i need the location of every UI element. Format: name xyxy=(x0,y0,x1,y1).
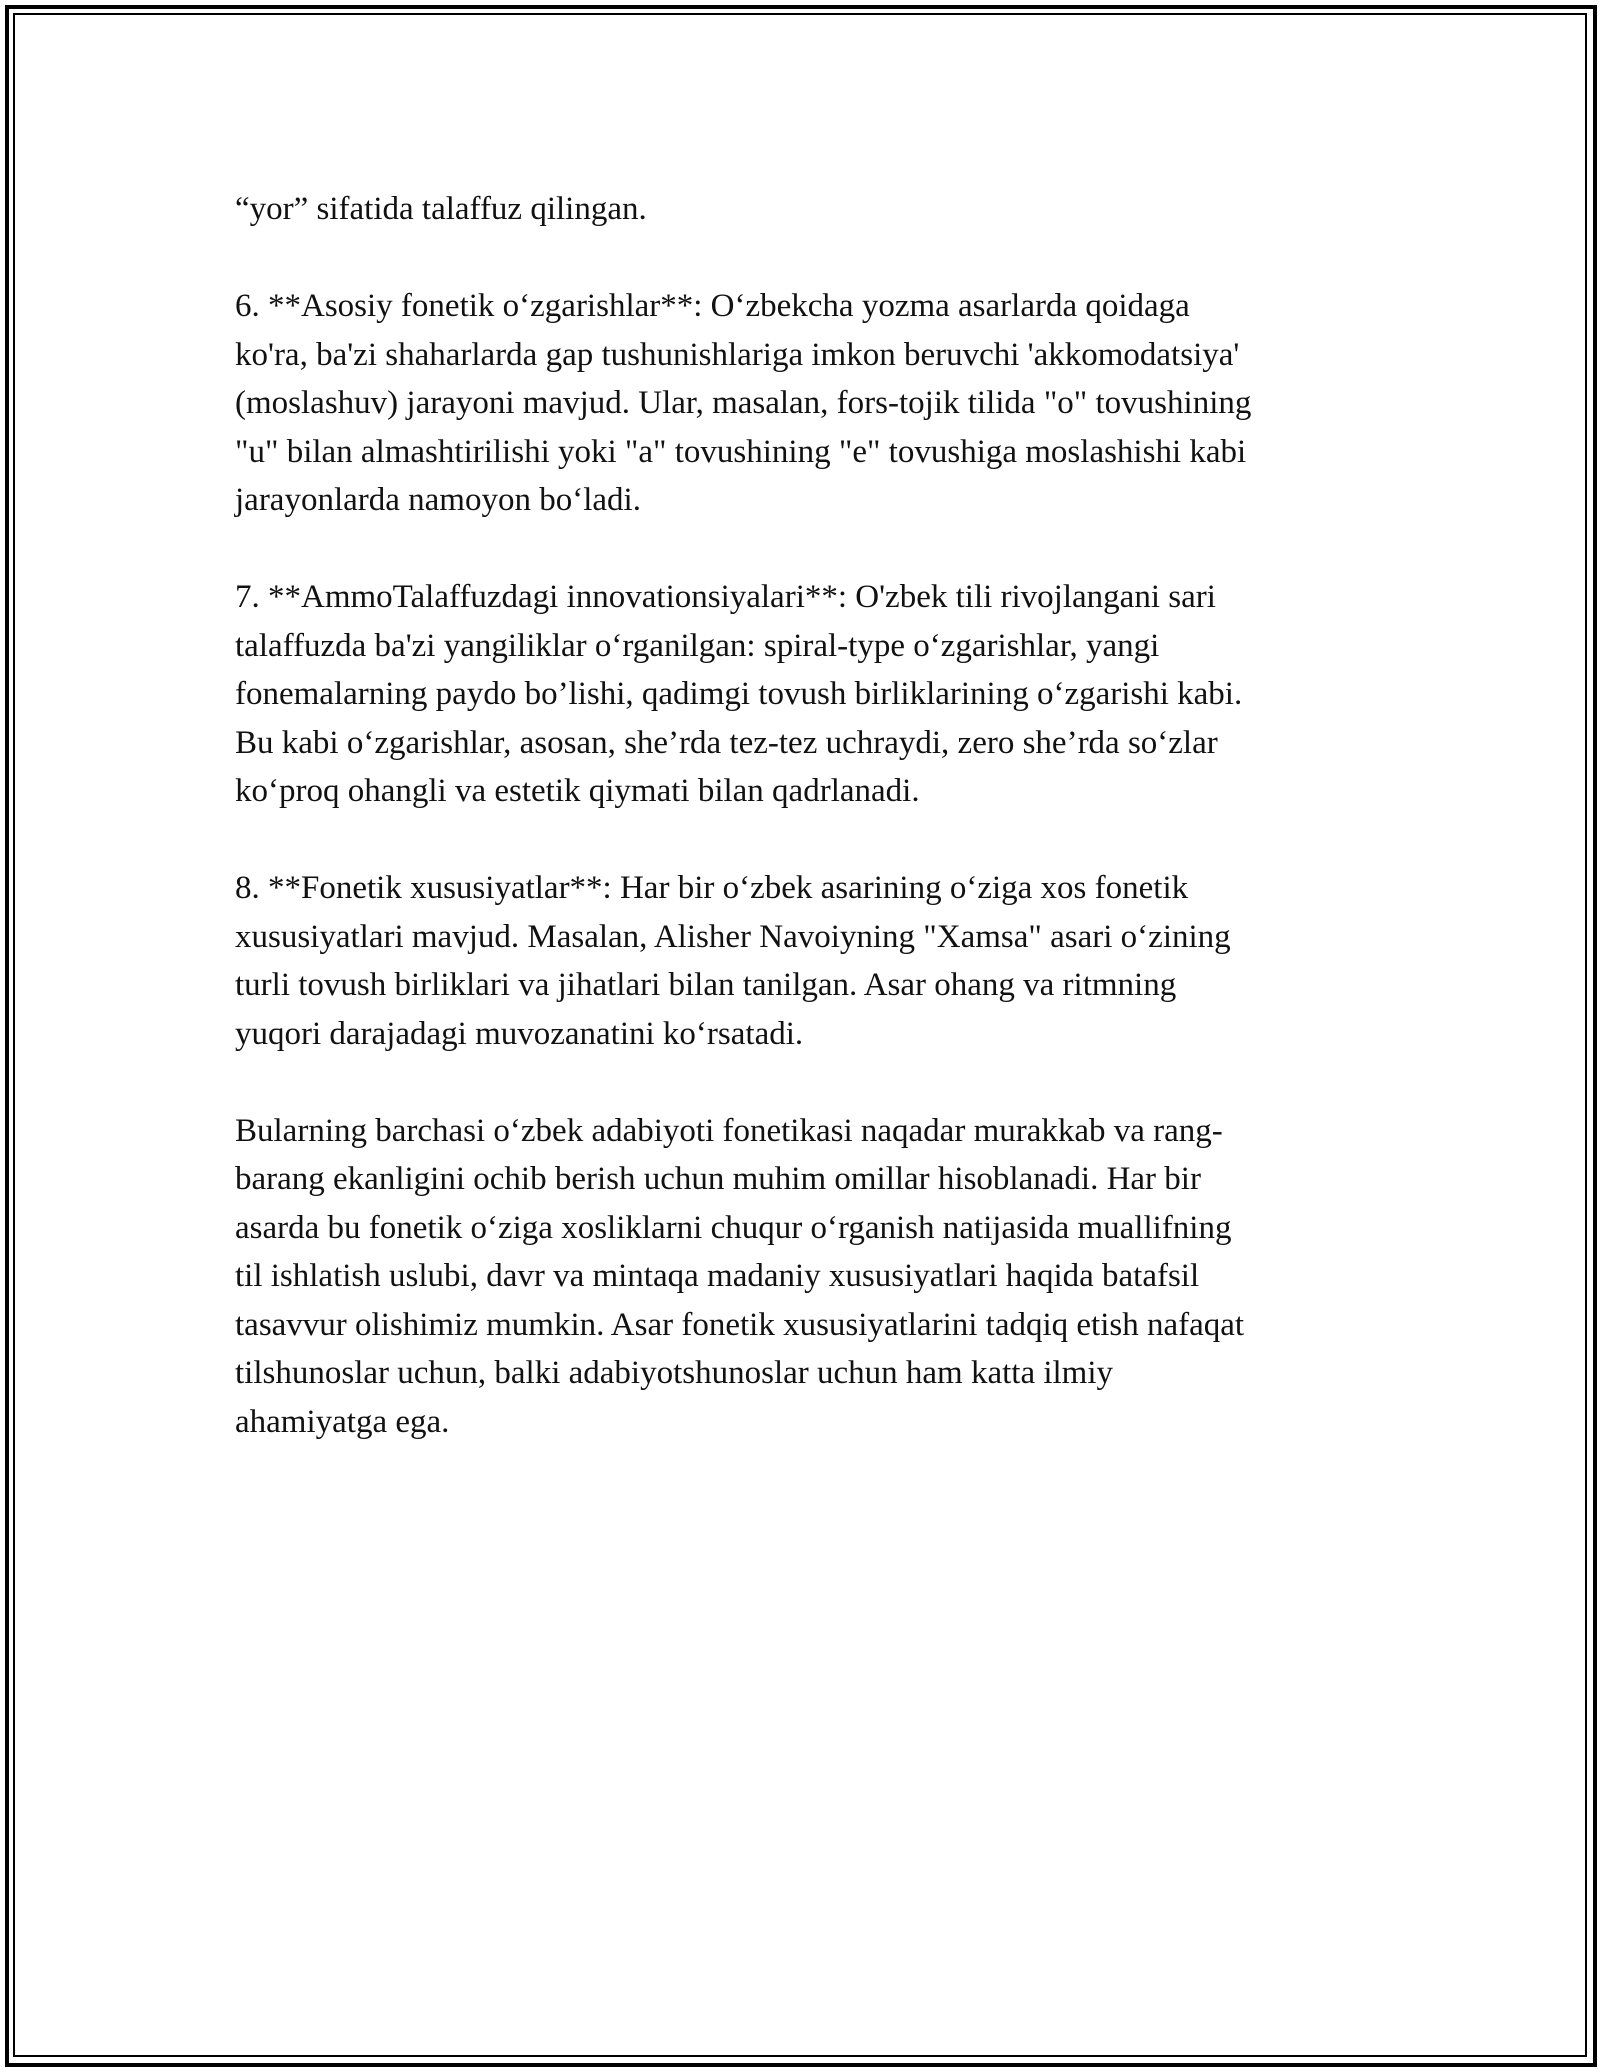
paragraph-continuation: “yor” sifatida talaffuz qilingan. xyxy=(235,191,647,227)
paragraph-item-7: 7. **AmmoTalaffuzdagi innovationsiyalari**: O'zbek tili rivojlangani sari talaffuzda ba'zi yangiliklar o‘rganilgan: spiral-type o‘zgarishlar, yangi fonemalarning paydo bo’lishi, qadimgi tovush birliklarining o‘zgarishi kabi. Bu kabi o‘zgarishlar, asosan, she’rda tez-tez uchraydi, zero she’rda so‘zlar ko‘proq ohangli va estetik qiymati bilan qadrlanadi. xyxy=(235,579,1243,809)
document-page xyxy=(235,185,1385,1446)
paragraph-item-6: 6. **Asosiy fonetik o‘zgarishlar**: O‘zbekcha yozma asarlarda qoidaga ko'ra, ba'zi shaharlarda gap tushunishlariga imkon beruvchi 'akkomodatsiya' (moslashuv) jarayoni mavjud. Ular, masalan, fors-tojik tilida "o" tovushining "u" bilan almashtirilishi yoki "a" tovushining "e" tovushiga moslashishi kabi jarayonlarda namoyon bo‘ladi. xyxy=(235,288,1252,518)
paragraph-item-8: 8. **Fonetik xususiyatlar**: Har bir o‘zbek asarining o‘ziga xos fonetik xususiyatlari mavjud. Masalan, Alisher Navoiyning "Xamsa" asari o‘zining turli tovush birliklari va jihatlari bilan tanilgan. Asar ohang va ritmning yuqori darajadagi muvozanatini ko‘rsatadi. xyxy=(235,870,1231,1052)
paragraph-conclusion: Bularning barchasi o‘zbek adabiyoti fonetikasi naqadar murakkab va rang- barang ekanligini ochib berish uchun muhim omillar hisoblanadi. Har bir asarda bu fonetik o‘ziga xosliklarni chuqur o‘rganish natijasida muallifning til ishlatish uslubi, davr va mintaqa madaniy xususiyatlari haqida batafsil tasavvur olishimiz mumkin. Asar fonetik xususiyatlarini tadqiq etish nafaqat tilshunoslar uchun, balki adabiyotshunoslar uchun ham katta ilmiy ahamiyatga ega. xyxy=(235,1112,1245,1440)
